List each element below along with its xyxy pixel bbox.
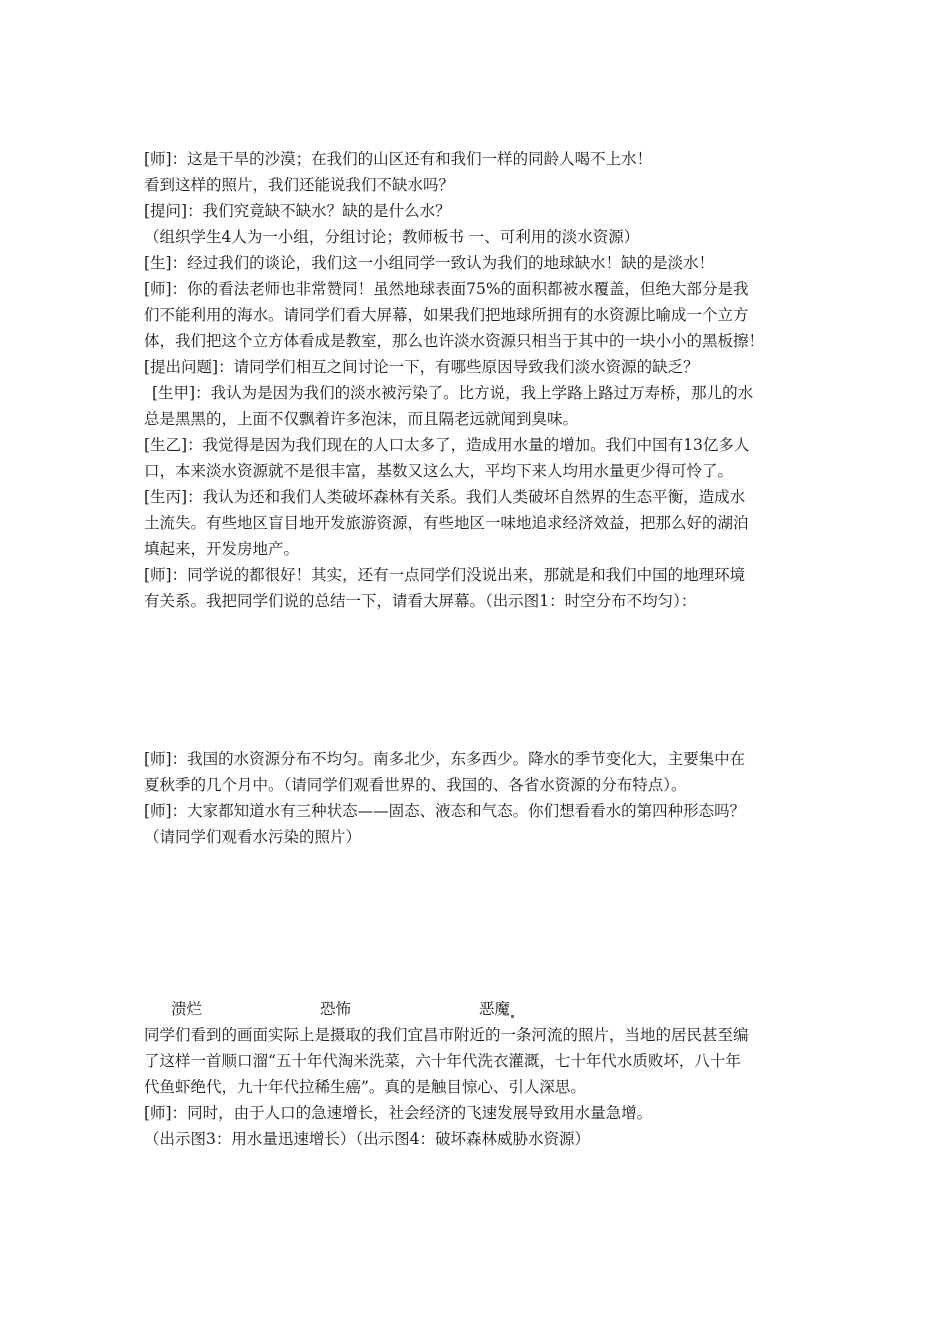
text-line: 填起来，开发房地产。 — [144, 540, 300, 558]
text-line: [师]：大家都知道水有三种状态——固态、液态和气态。你们想看看水的第四种形态吗？ — [144, 802, 746, 820]
text-line: 总是黑黑的，上面不仅飘着许多泡沫，而且隔老远就闻到臭味。 — [144, 410, 579, 428]
caption-horror: 恐怖 — [320, 1000, 352, 1018]
text-line: [师]：我国的水资源分布不均匀。南多北少，东多西少。降水的季节变化大，主要集中在 — [144, 750, 746, 768]
caption-demon-text: 恶魔 — [479, 1000, 511, 1018]
caption-demon — [479, 996, 514, 1022]
text-line: 了这样一首顺口溜“五十年代淘米洗菜，六十年代洗衣灌溉，七十年代水质败坏，八十年 — [144, 1052, 741, 1070]
text-line: [生丙]：我认为还和我们人类破坏森林有关系。我们人类破坏自然界的生态平衡，造成水 — [144, 488, 746, 506]
caption-ulcer: 溃烂 — [171, 1000, 203, 1018]
text-line: [师]：同学说的都很好！其实，还有一点同学们没说出来，那就是和我们中国的地理环境 — [144, 566, 746, 584]
dialogue-section-2 — [144, 746, 809, 850]
text-line: [生乙]：我觉得是因为我们现在的人口太多了，造成用水量的增加。我们中国有13亿多人 — [144, 436, 750, 454]
photo-captions — [0, 996, 950, 1022]
text-line: 们不能利用的海水。请同学们看大屏幕，如果我们把地球所拥有的水资源比喻成一个立方 — [144, 306, 749, 324]
text-line: [提问]：我们究竟缺不缺水？缺的是什么水？ — [144, 202, 451, 220]
dialogue-section-3 — [144, 1022, 809, 1152]
text-line: [生]：经过我们的谈论，我们这一小组同学一致认为我们的地球缺水！缺的是淡水！ — [144, 254, 715, 272]
text-line: [提出问题]：请同学们相互之间讨论一下，有哪些原因导致我们淡水资源的缺乏？ — [144, 358, 699, 376]
text-line: （请同学们观看水污染的照片） — [144, 828, 362, 846]
text-line: 土流失。有些地区盲目地开发旅游资源，有些地区一味地追求经济效益，把那么好的湖泊 — [144, 514, 749, 532]
text-line: （组织学生4人为一小组，分组讨论；教师板书 一、可利用的淡水资源） — [144, 228, 640, 246]
text-line: [生甲]：我认为是因为我们的淡水被污染了。比方说，我上学路上路过万寿桥，那儿的水 — [152, 384, 754, 402]
text-line: [师]：你的看法老师也非常赞同！虽然地球表面75%的面积都被水覆盖，但绝大部分是我 — [144, 280, 749, 298]
text-line: （出示图3：用水量迅速增长）（出示图4：破坏森林威胁水资源） — [144, 1130, 590, 1148]
dialogue-section-1 — [144, 146, 809, 614]
text-line: 同学们看到的画面实际上是摄取的我们宜昌市附近的一条河流的照片，当地的居民甚至编 — [144, 1026, 749, 1044]
text-line: 夏秋季的几个月中。（请同学们观看世界的、我国的、各省水资源的分布特点）。 — [144, 776, 687, 794]
text-line: 口，本来淡水资源就不是很丰富，基数又这么大，平均下来人均用水量更少得可怜了。 — [144, 462, 734, 480]
paragraph-mark-icon — [511, 1015, 514, 1018]
text-line: [师]：这是干旱的沙漠；在我们的山区还有和我们一样的同龄人喝不上水！ — [144, 150, 653, 168]
text-line: [师]：同时，由于人口的急速增长，社会经济的飞速发展导致用水量急增。 — [144, 1104, 653, 1122]
text-line: 体，我们把这个立方体看成是教室，那么也许淡水资源只相当于其中的一块小小的黑板擦！ — [144, 332, 765, 350]
text-line: 代鱼虾绝代，九十年代拉稀生癌”。真的是触目惊心、引人深思。 — [144, 1078, 586, 1096]
text-line: 有关系。我把同学们说的总结一下，请看大屏幕。（出示图1：时空分布不均匀）： — [144, 592, 697, 610]
text-line: 看到这样的照片，我们还能说我们不缺水吗？ — [144, 176, 455, 194]
